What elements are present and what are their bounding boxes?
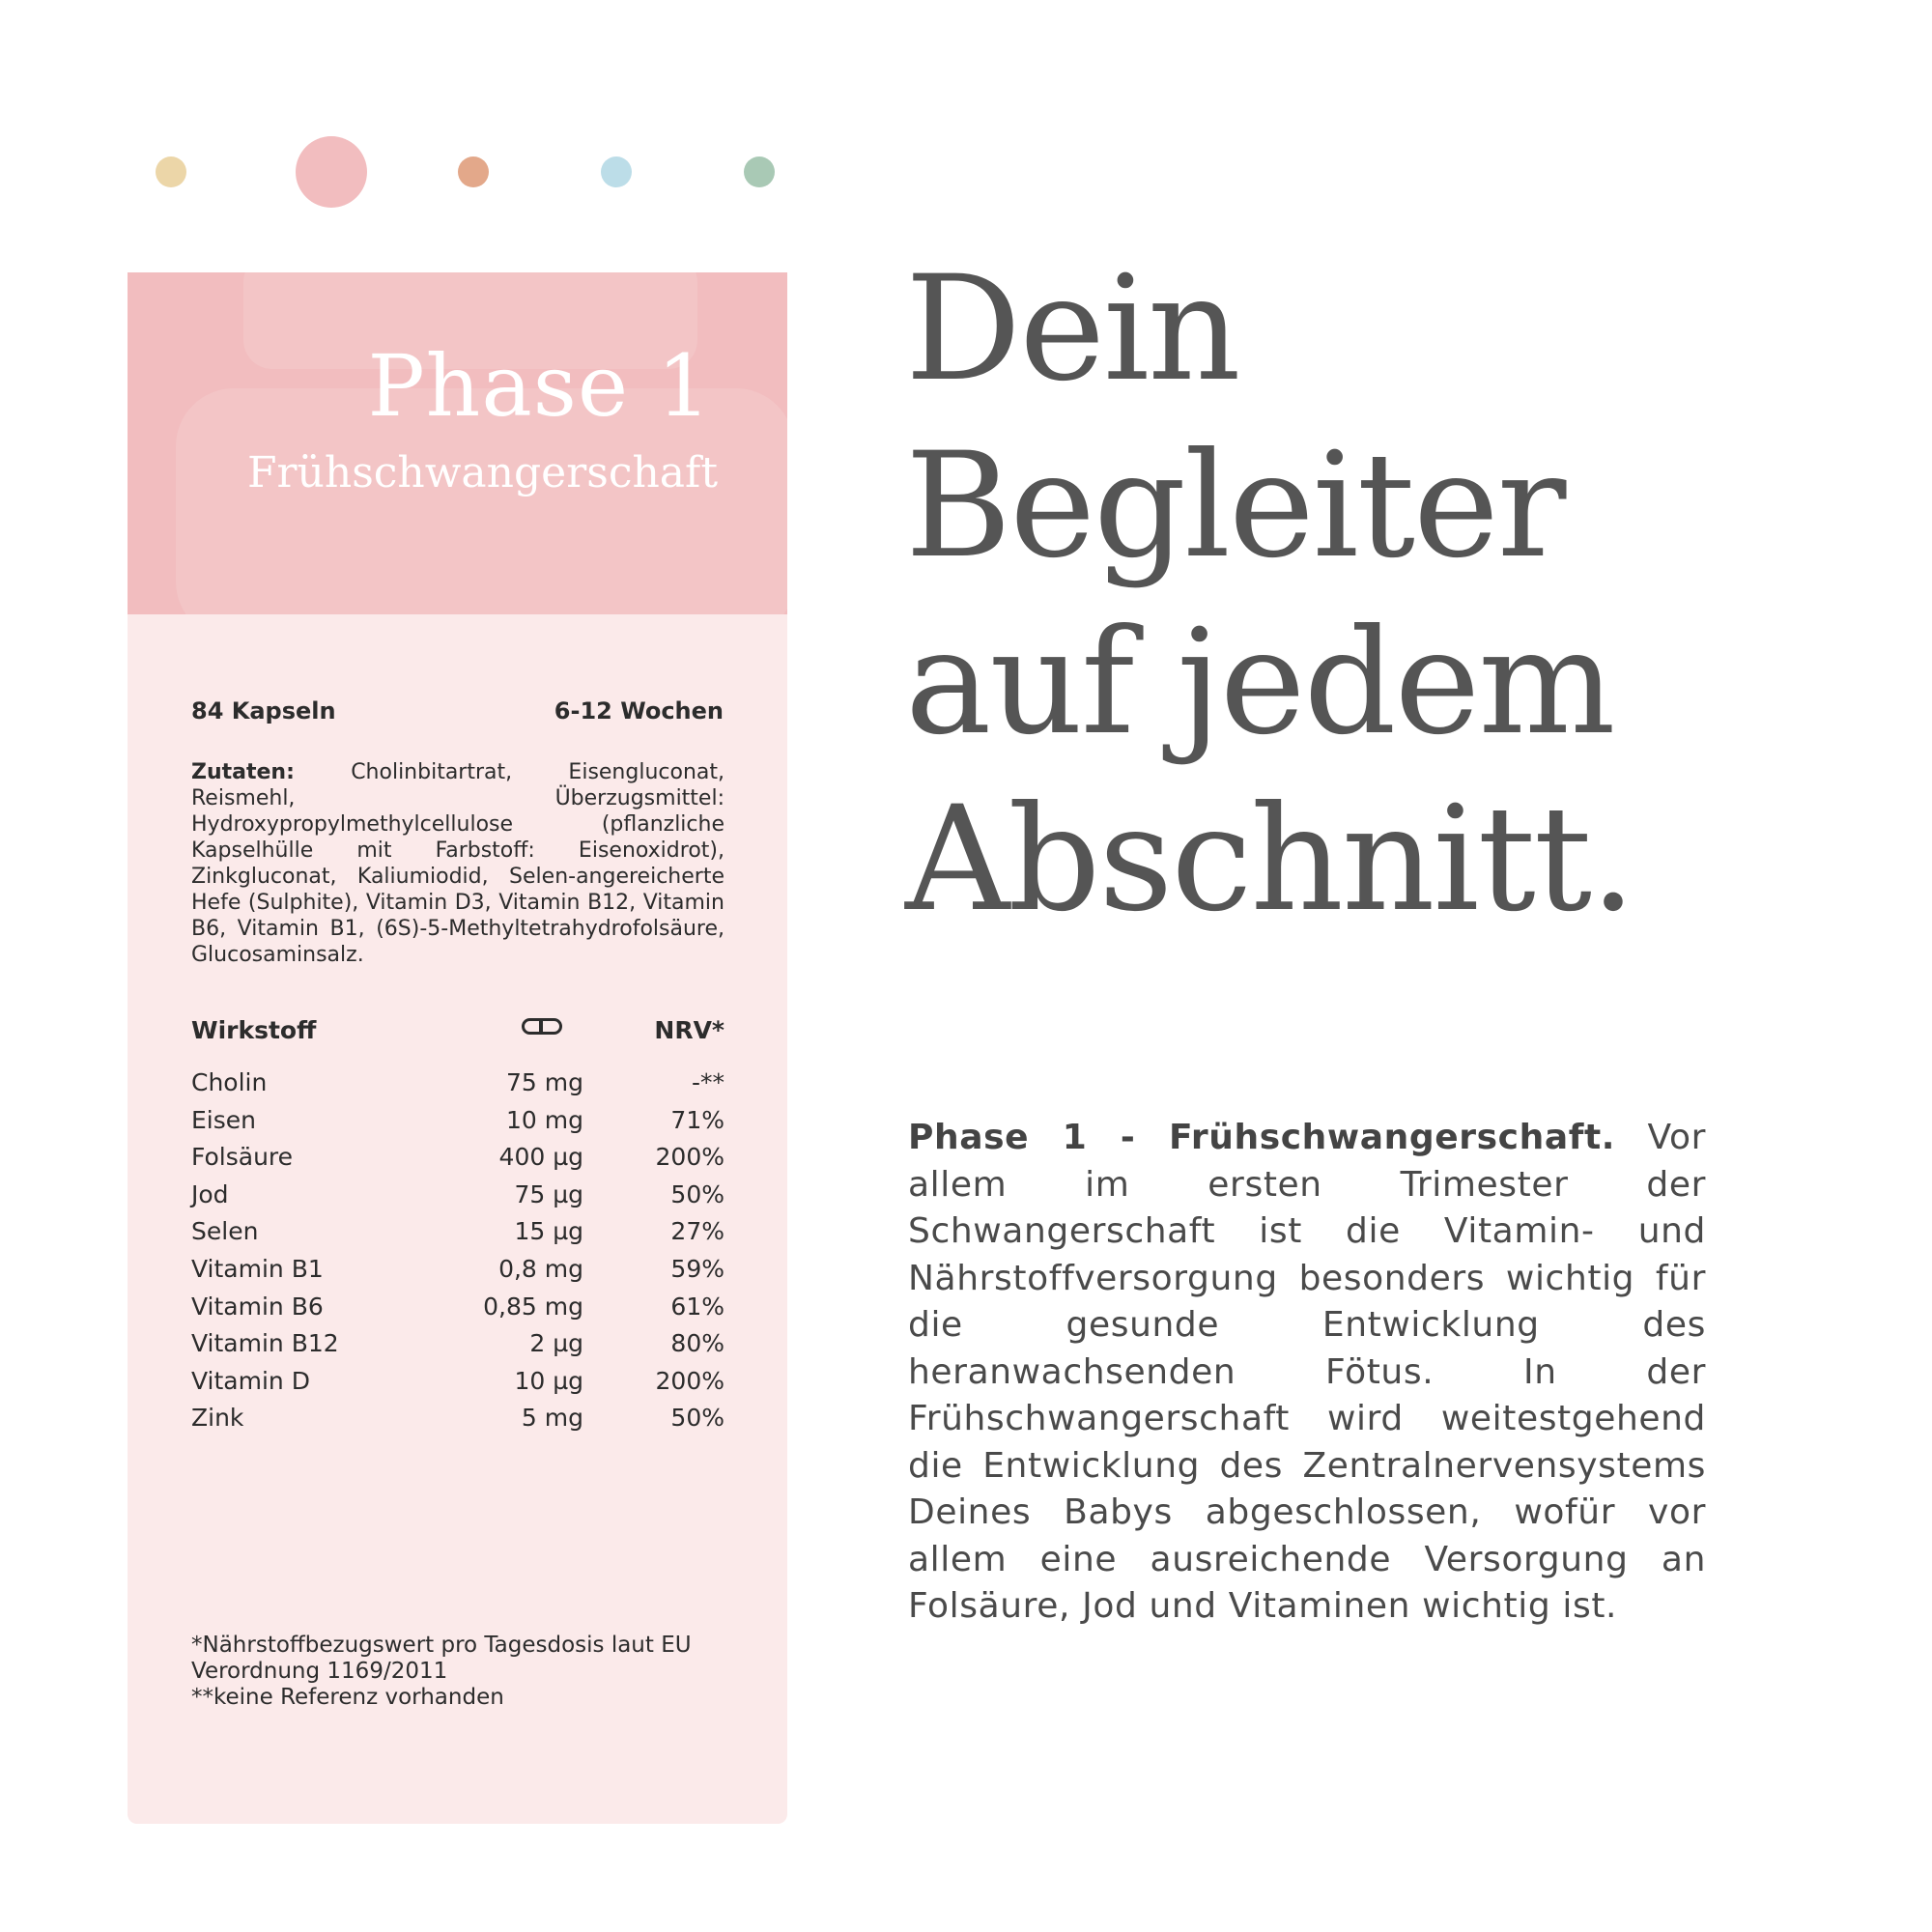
nutrient-name: Vitamin B12 [191, 1329, 339, 1358]
nutrient-nrv: 59% [670, 1254, 724, 1283]
card-header [128, 272, 787, 614]
table-row [191, 1293, 724, 1330]
nutrient-name: Vitamin D [191, 1366, 310, 1395]
ingredients-list: Cholinbitartrat, Eisengluconat, Reismehl, Überzugsmittel: Hydroxypropylmethylcellulose (pflanzliche Kapselhülle mit Farbstoff: Eisenoxidrot), Zinkgluconat, Kaliumiodid, Selen-angereicherte Hefe (Sulphite), Vitamin D3, Vitamin B12, Vitamin B6, Vitamin B1, (6S)-5-Methyltetrahydrofolsäure, Glucosaminsalz. [191, 760, 724, 967]
footnote-no-reference: **keine Referenz vorhanden [191, 1685, 504, 1710]
nutrient-nrv: 80% [670, 1329, 724, 1358]
headline-line-4: Abschnitt. [905, 776, 1634, 944]
footnote-nrv: *Nährstoffbezugswert pro Tagesdosis laut EU Verordnung 1169/2011 [191, 1633, 692, 1684]
phase-dot-2-active[interactable] [296, 136, 367, 208]
ingredients-text [191, 759, 724, 968]
nutrient-amount: 400 µg [498, 1143, 583, 1172]
description-lead: Phase 1 - Frühschwangerschaft. [908, 1118, 1616, 1157]
nutrient-amount: 5 mg [521, 1404, 583, 1433]
table-row [191, 1106, 724, 1144]
table-row [191, 1367, 724, 1405]
nutrient-nrv: 200% [655, 1143, 724, 1172]
header-nrv: NRV* [654, 1016, 724, 1044]
table-row [191, 1068, 724, 1106]
nutrient-amount: 15 µg [514, 1217, 583, 1246]
nutrient-name: Folsäure [191, 1143, 294, 1172]
nutrient-nrv: 50% [670, 1404, 724, 1433]
headline-line-1: Dein [905, 245, 1239, 413]
capsule-icon [522, 1018, 562, 1035]
nutrient-nrv: 200% [655, 1366, 724, 1395]
nutrient-nrv: -** [691, 1068, 724, 1096]
nutrient-table [191, 1016, 724, 1441]
phase-title: Phase 1 [367, 336, 712, 436]
nutrient-name: Eisen [191, 1105, 256, 1134]
nutrient-amount: 2 µg [529, 1329, 583, 1358]
table-row [191, 1143, 724, 1180]
capsule-count: 84 Kapseln [191, 697, 336, 724]
table-row [191, 1180, 724, 1218]
product-card [128, 272, 787, 1824]
headline-line-3: auf jedem [905, 599, 1614, 767]
description-paragraph [908, 1115, 1706, 1631]
nutrient-nrv: 61% [670, 1292, 724, 1321]
table-header [191, 1016, 724, 1068]
nutrient-amount: 0,85 mg [483, 1292, 583, 1321]
ingredients-label: Zutaten: [191, 760, 295, 784]
description-text: Vor allem im ersten Trimester der Schwangerschaft ist die Vitamin- und Nährstoffversorgung besonders wichtig für die gesunde Entwicklung des heranwachsenden Fötus. In der Frühschwangerschaft wird weitestgehend die Entwicklung des Zentralnervensystems Deines Babys abgeschlossen, wofür vor allem eine ausreichende Versorgung an Folsäure, Jod und Vitaminen wichtig ist. [908, 1118, 1706, 1626]
phase-dot-5[interactable] [744, 156, 775, 187]
nutrient-amount: 75 mg [506, 1068, 583, 1096]
nutrient-amount: 0,8 mg [498, 1254, 583, 1283]
nutrient-nrv: 27% [670, 1217, 724, 1246]
phase-subtitle: Frühschwangerschaft [246, 448, 718, 497]
nutrient-amount: 10 mg [506, 1105, 583, 1134]
intake-duration: 6-12 Wochen [554, 697, 724, 724]
header-substance: Wirkstoff [191, 1016, 317, 1044]
table-row [191, 1255, 724, 1293]
footnotes [191, 1633, 732, 1711]
headline-line-2: Begleiter [905, 422, 1565, 590]
nutrient-amount: 75 µg [514, 1179, 583, 1208]
nutrient-nrv: 50% [670, 1179, 724, 1208]
phase-dot-3[interactable] [458, 156, 489, 187]
nutrient-name: Jod [191, 1179, 229, 1208]
table-row [191, 1217, 724, 1255]
nutrient-name: Vitamin B6 [191, 1292, 324, 1321]
nutrient-name: Zink [191, 1404, 244, 1433]
nutrient-name: Selen [191, 1217, 259, 1246]
phase-dot-1[interactable] [156, 156, 186, 187]
nutrient-nrv: 71% [670, 1105, 724, 1134]
nutrient-name: Cholin [191, 1068, 268, 1096]
table-row [191, 1329, 724, 1367]
phase-dot-4[interactable] [601, 156, 632, 187]
nutrient-amount: 10 µg [514, 1366, 583, 1395]
table-row [191, 1404, 724, 1441]
nutrient-name: Vitamin B1 [191, 1254, 324, 1283]
headline [905, 242, 1634, 949]
